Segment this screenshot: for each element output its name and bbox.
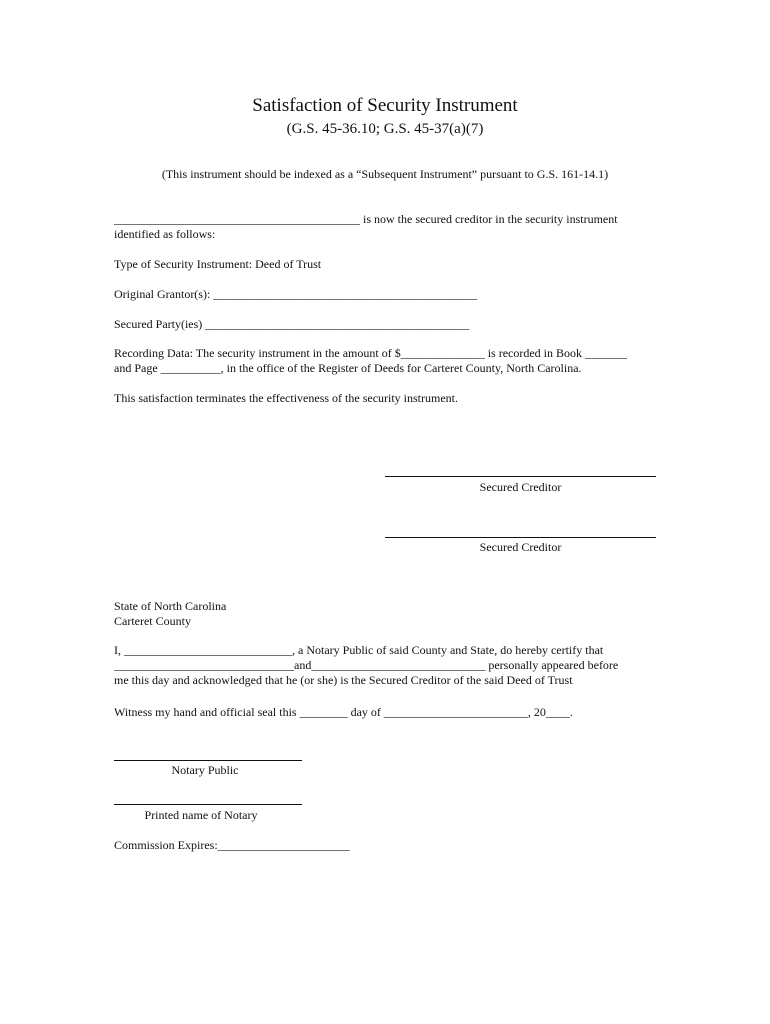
notary-certification-line-2: ______________________________and_____________________________ personally appeared before <box>114 658 619 672</box>
recording-data-line-2: and Page __________, in the office of the Register of Deeds for Carteret County, North Carolina. <box>114 361 582 375</box>
termination-statement: This satisfaction terminates the effectiveness of the security instrument. <box>114 391 459 405</box>
indexing-note: (This instrument should be indexed as a “Subsequent Instrument” pursuant to G.S. 161-14.1) <box>161 167 609 181</box>
secured-creditor-signature-line-2 <box>385 537 656 538</box>
secured-creditor-label-2: Secured Creditor <box>479 540 562 554</box>
secured-creditor-signature-line-1 <box>385 476 656 477</box>
commission-expires-field: Commission Expires:______________________ <box>114 838 350 852</box>
witness-statement: Witness my hand and official seal this ________ day of ________________________, 20____. <box>114 705 573 719</box>
original-grantors-field: Original Grantor(s): ____________________________________________ <box>114 287 478 301</box>
notary-public-label: Notary Public <box>171 763 239 777</box>
recording-data-line-1: Recording Data: The security instrument in the amount of $______________ is recorded in Book _______ <box>114 346 628 360</box>
notary-certification-line-3: me this day and acknowledged that he (or she) is the Secured Creditor of the said Deed of Trust <box>114 673 573 687</box>
identified-as-follows: identified as follows: <box>114 227 216 241</box>
document-title: Satisfaction of Security Instrument <box>252 95 518 116</box>
secured-creditor-label-1: Secured Creditor <box>479 480 562 494</box>
state-label: State of North Carolina <box>114 599 227 613</box>
secured-creditor-statement: _________________________________________ is now the secured creditor in the security instrument <box>114 212 618 226</box>
printed-name-line <box>114 804 302 805</box>
notary-certification-line-1: I, ____________________________, a Notary Public of said County and State, do hereby certify that <box>114 643 604 657</box>
notary-signature-line <box>114 760 302 761</box>
county-label: Carteret County <box>114 614 191 628</box>
statute-reference: (G.S. 45-36.10; G.S. 45-37(a)(7) <box>286 121 484 137</box>
security-instrument-type: Type of Security Instrument: Deed of Trust <box>114 257 322 271</box>
secured-parties-field: Secured Party(ies) ____________________________________________ <box>114 317 470 331</box>
printed-name-label: Printed name of Notary <box>144 808 258 822</box>
